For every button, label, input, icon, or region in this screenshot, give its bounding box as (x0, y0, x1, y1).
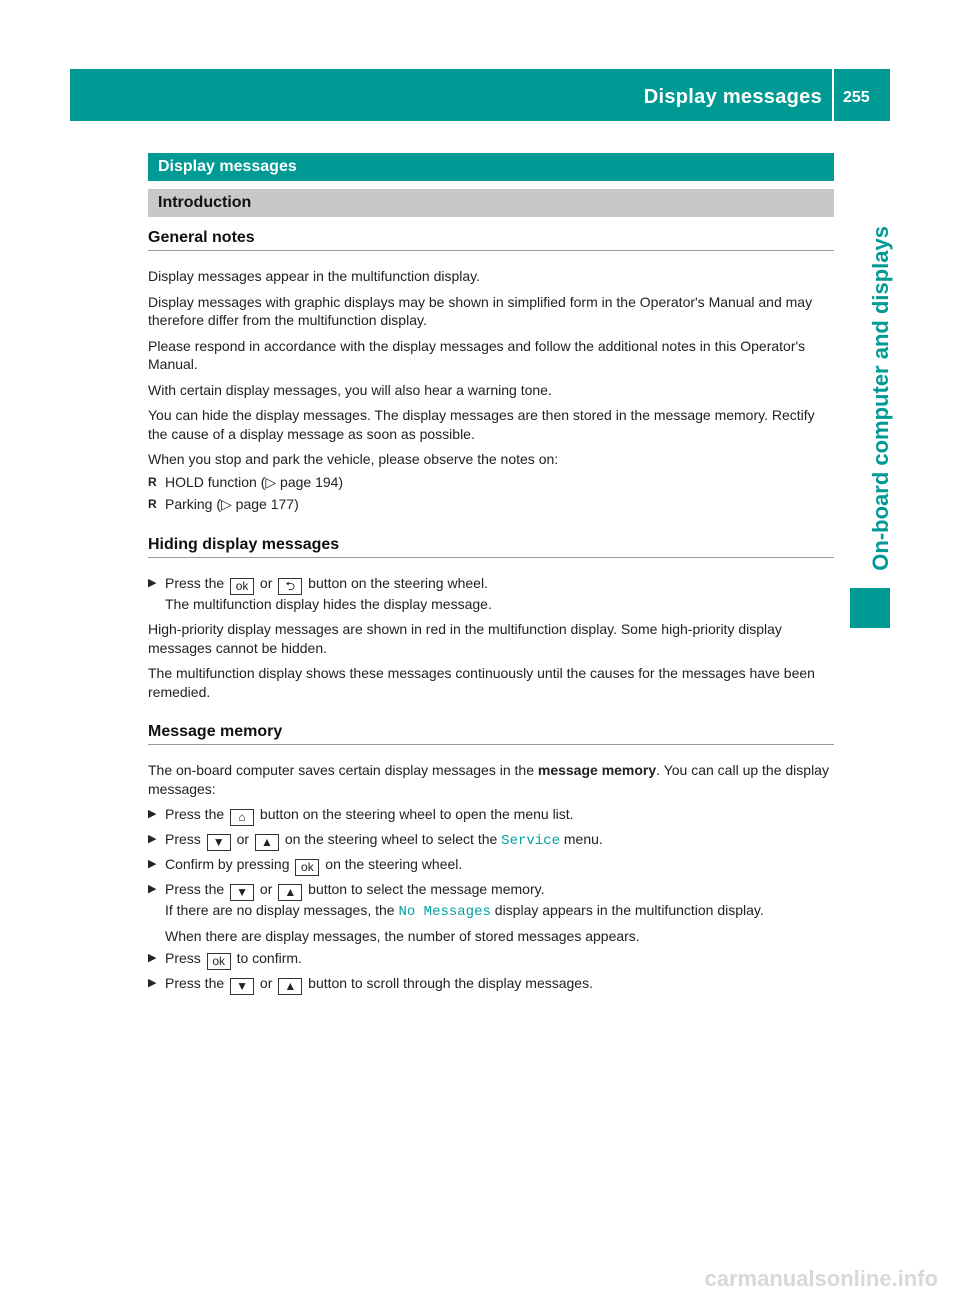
memory-heading: Message memory (148, 723, 834, 745)
step-text: Press the (165, 806, 225, 822)
down-key-icon: ▼ (207, 834, 231, 851)
general-p5: You can hide the display messages. The display messages are then stored in the message memory. Rectify the cause of a display message as soon as possible. (148, 407, 815, 442)
hiding-p1: High-priority display messages are shown in red in the multifunction display. Some high-priority display messages cannot be hidden. (148, 621, 782, 656)
step-text: Press the (165, 881, 225, 897)
side-tab-block (850, 588, 890, 628)
memory-intro (148, 761, 834, 798)
step-text: Press the (165, 574, 225, 591)
general-p3: Please respond in accordance with the display messages and follow the additional notes in this Operator's Manual. (148, 337, 806, 372)
step-text: to confirm. (236, 950, 302, 966)
step-text: Press (165, 950, 201, 966)
general-p2: Display messages with graphic displays may be shown in simplified form in the Operator's Manual and may therefore differ from the multifunction display. (148, 293, 813, 328)
subsection-title: Introduction (148, 189, 834, 217)
step-text: or (259, 574, 273, 591)
step-text: If there are no display messages, the (165, 902, 395, 918)
step-text: button to scroll through the display messages. (308, 975, 593, 991)
service-menu-label: Service (501, 833, 560, 849)
down-key-icon: ▼ (230, 978, 254, 995)
intro-text: The on-board computer saves certain display messages in the (148, 762, 534, 778)
memory-step-5 (148, 949, 834, 970)
step-text: on the steering wheel. (325, 856, 463, 872)
step-text: button to select the message memory. (308, 881, 545, 897)
intro-text: . You can call up the display messages: (148, 762, 829, 797)
page-number: 255 (843, 89, 870, 106)
ok-key-icon: ok (207, 953, 231, 970)
intro-bold: message memory (537, 762, 657, 778)
header-divider (832, 69, 834, 121)
general-p1: Display messages appear in the multifunction display. (148, 268, 481, 284)
up-key-icon: ▲ (278, 978, 302, 995)
general-p4: With certain display messages, you will also hear a warning tone. (148, 381, 552, 398)
general-notes-heading: General notes (148, 229, 834, 251)
down-key-icon: ▼ (230, 884, 254, 901)
step-text: on the steering wheel to select the (284, 831, 498, 847)
bullet-parking: R Parking (▷ page 177) (148, 495, 834, 514)
up-key-icon: ▲ (278, 884, 302, 901)
hiding-heading: Hiding display messages (148, 536, 834, 558)
back-key-icon: ⮌ (278, 578, 302, 595)
home-key-icon: ⌂ (230, 809, 254, 826)
side-tab-label: On-board computer and displays (868, 226, 893, 571)
step-result: The multifunction display hides the display message. (165, 595, 492, 612)
hiding-p2: The multifunction display shows these messages continuously until the causes for the messages have been remedied. (148, 665, 815, 700)
bullet-hold-function: R HOLD function (▷ page 194) (148, 473, 834, 492)
step-text: Press (165, 831, 201, 847)
header-title: Display messages (643, 86, 822, 108)
memory-step-3 (148, 855, 834, 876)
memory-step-2 (148, 830, 834, 851)
step-text: button on the steering wheel. (308, 574, 488, 591)
memory-step-6 (148, 974, 834, 995)
step-text: menu. (563, 831, 603, 847)
ok-key-icon: ok (295, 859, 319, 876)
step-text: Press the (165, 975, 225, 991)
step-text: button on the steering wheel to open the menu list. (259, 806, 574, 822)
page-content (148, 153, 834, 995)
general-p6: When you stop and park the vehicle, please observe the notes on: (148, 451, 559, 467)
memory-step-1 (148, 805, 834, 826)
step-result: When there are display messages, the number of stored messages appears. (165, 927, 640, 944)
step-text: display appears in the multifunction display. (494, 902, 764, 918)
step-text: or (259, 975, 273, 991)
memory-step-4 (148, 880, 834, 945)
step-result (165, 901, 834, 922)
ok-key-icon: ok (230, 578, 254, 595)
section-title: Display messages (148, 153, 834, 181)
watermark: carmanualsonline.info (704, 1266, 938, 1291)
step-text: or (259, 881, 273, 897)
step-text: or (236, 831, 250, 847)
up-key-icon: ▲ (255, 834, 279, 851)
no-messages-label: No Messages (398, 904, 491, 920)
hiding-step (148, 574, 834, 614)
step-text: Confirm by pressing (165, 856, 290, 872)
